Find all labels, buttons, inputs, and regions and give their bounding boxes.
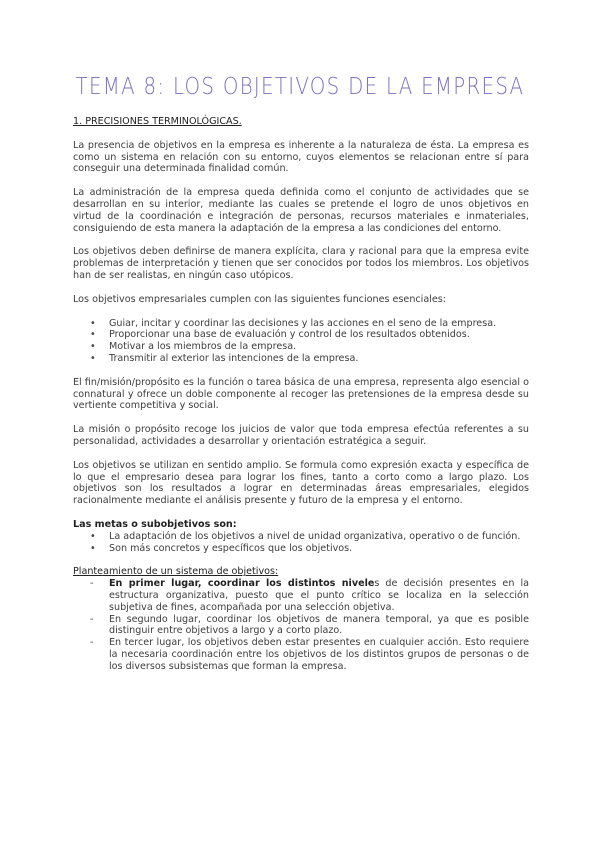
functions-list	[73, 318, 529, 365]
paragraph-6: La misión o propósito recoge los juicios de valor que toda empresa efectúa referentes a su personalidad, actividades a desarrollar y orientación estratégica a seguir.	[73, 424, 529, 447]
paragraph-1: La presencia de objetivos en la empresa es inherente a la naturaleza de ésta. La empresa es como un sistema en relación con su entorno, cuyos elementos se relacionan entre sí para conseguir una determinada finalidad común.	[73, 139, 529, 175]
plan-1-rest: s de decisión presentes en la estructura organizativa, puesto que el punto crítico se localiza en la selección subjetiva de fines, acompañada por una selección objetiva.	[109, 578, 529, 613]
plan-heading: Planteamiento de un sistema de objetivos:	[73, 566, 279, 578]
list-item: - En segundo lugar, coordinar los objetivos de manera temporal, ya que es posible distinguir entre objetivos a largo y a corto plazo.	[73, 614, 529, 638]
paragraph-4: Los objetivos empresariales cumplen con las siguientes funciones esenciales:	[73, 293, 447, 305]
paragraph-3: Los objetivos deben definirse de manera explícita, clara y racional para que la empresa evite problemas de interpretación y tienen que ser conocidos por todos los miembros. Los objetivos han de ser realistas, en ningún caso utópicos.	[73, 246, 529, 281]
document-body	[73, 116, 529, 684]
list-item: • Motivar a los miembros de la empresa.	[73, 341, 529, 353]
metas-heading: Las metas o subobjetivos son:	[73, 518, 237, 530]
section-heading: 1. PRECISIONES TERMINOLÓGICAS.	[73, 116, 242, 127]
list-item: • Transmitir al exterior las intenciones de la empresa.	[73, 353, 529, 365]
list-item: • Guiar, incitar y coordinar las decisiones y las acciones en el seno de la empresa.	[73, 318, 529, 330]
plan-1-bold: En primer lugar, coordinar los distintos nivele	[109, 578, 375, 590]
list-item	[73, 578, 529, 613]
list-item: • La adaptación de los objetivos a nivel de unidad organizativa, operativo o de función.	[73, 531, 529, 543]
page-title: TEMA 8: LOS OBJETIVOS DE LA EMPRESA	[75, 74, 525, 100]
paragraph-7: Los objetivos se utilizan en sentido amplio. Se formula como expresión exacta y específica de lo que el empresario desea para lograr los fines, tanto a corto como a largo plazo. Los objetivos son los resultados a lograr en determinadas áreas empresariales, elegidos racionalmente mediante el análisis presente y futuro de la empresa y el entorno.	[73, 459, 529, 507]
list-item: • Son más concretos y específicos que los objetivos.	[73, 543, 529, 555]
metas-list	[73, 531, 529, 555]
paragraph-5: El fin/misión/propósito es la función o tarea básica de una empresa, representa algo esencial o connatural y ofrece un doble componente al recoger las pretensiones de la empresa desde su vertiente competitiva y social.	[73, 376, 529, 412]
plan-list	[73, 578, 529, 672]
paragraph-2: La administración de la empresa queda definida como el conjunto de actividades que se desarrollan en su interior, mediante las cuales se pretende el logro de unos objetivos en virtud de la coordinación e integración de personas, recursos materiales e inmateriales, consiguiendo de esta manera la adaptación de la empresa a las condiciones del entorno.	[73, 187, 529, 234]
list-item: • Proporcionar una base de evaluación y control de los resultados obtenidos.	[73, 329, 529, 341]
list-item: - En tercer lugar, los objetivos deben estar presentes en cualquier acción. Esto requiere la necesaria coordinación entre los objetivos de los distintos grupos de personas o de los diversos subsistemas que forman la empresa.	[73, 637, 529, 672]
